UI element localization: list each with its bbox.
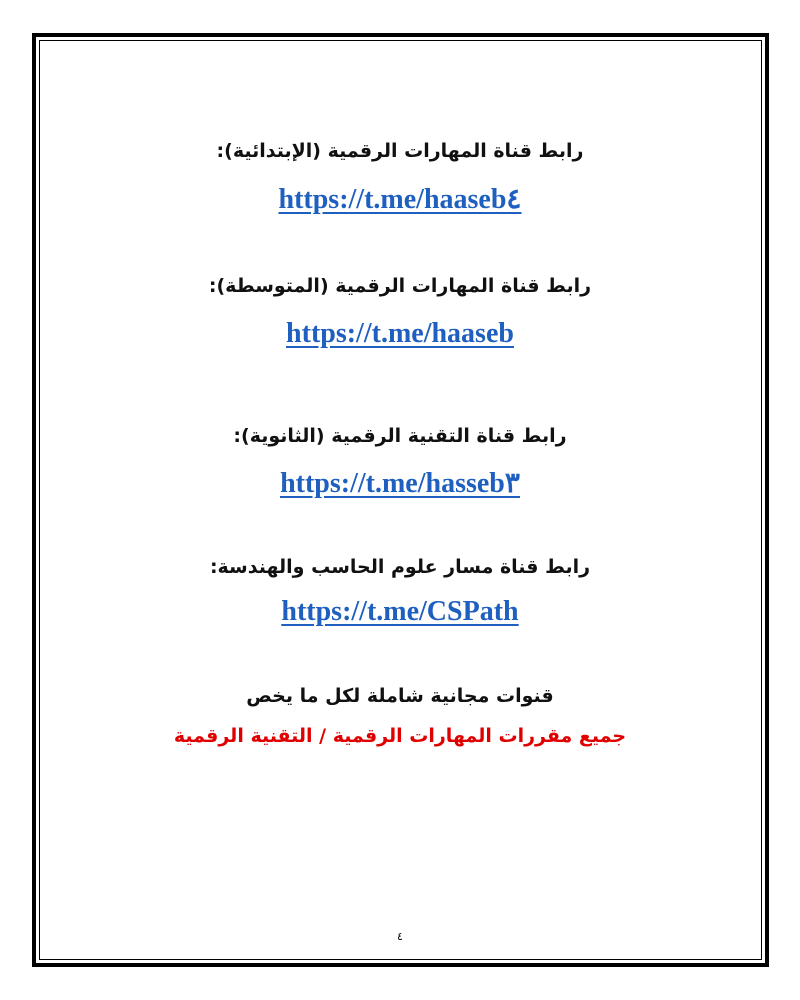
section-heading-intermediate: رابط قناة المهارات الرقمية (المتوسطة): [208,275,592,297]
courses-highlight: جميع مقررات المهارات الرقمية / التقنية الرقمية [173,725,627,747]
free-channels-note: قنوات مجانية شاملة لكل ما يخص [246,685,554,707]
link-elementary-channel[interactable] [0,182,800,216]
link-secondary-url[interactable]: https://t.me/hasseb٣ [280,468,520,499]
link-intermediate-url[interactable]: https://t.me/haaseb [286,318,514,349]
section-heading-cspath: رابط قناة مسار علوم الحاسب والهندسة: [209,556,591,578]
section-heading-secondary: رابط قناة التقنية الرقمية (الثانوية): [233,425,567,447]
link-secondary-channel[interactable] [0,466,800,500]
link-cspath-channel[interactable] [0,596,800,628]
link-intermediate-channel[interactable] [0,318,800,350]
section-heading-elementary: رابط قناة المهارات الرقمية (الإبتدائية): [216,140,584,162]
page-number: ٤ [397,930,403,943]
link-cspath-url[interactable]: https://t.me/CSPath [281,596,519,627]
link-elementary-url[interactable]: https://t.me/haaseb٤ [278,184,522,215]
